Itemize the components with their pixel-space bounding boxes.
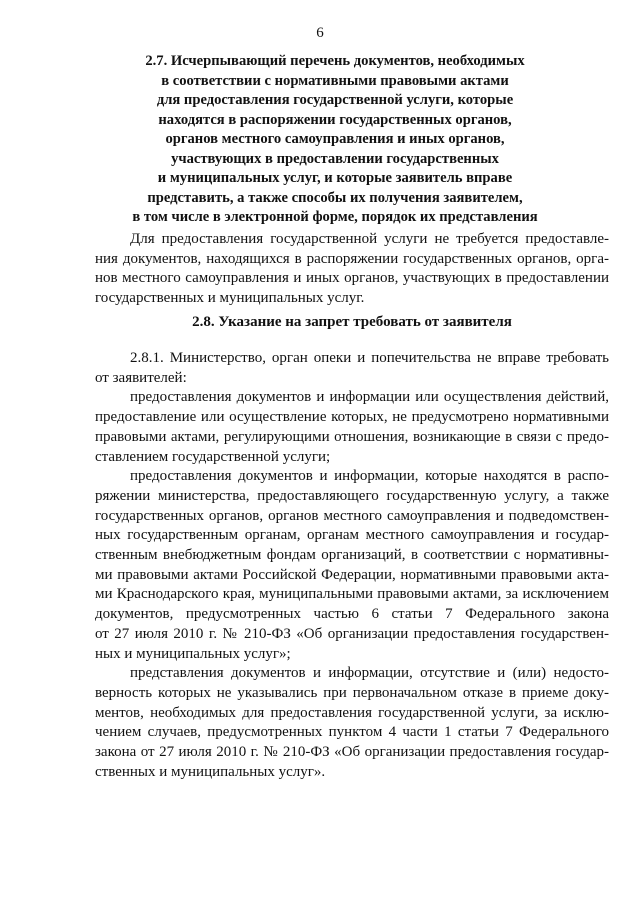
text-line: представления документов и информации, отсутствие и (или) недосто- bbox=[130, 665, 609, 682]
text-line: предоставления документов и информации или осуществления действий, bbox=[130, 389, 609, 406]
text-line: ми Краснодарского края, муниципальными правовыми актами, за исключением bbox=[95, 586, 609, 603]
section-2-7-paragraph bbox=[95, 230, 609, 309]
heading-line: для предоставления государственной услуги, которые bbox=[156, 92, 514, 108]
heading-line: участвующих в предоставлении государственных bbox=[171, 150, 499, 167]
text-line: документов, предусмотренных частью 6 статьи 7 Федерального закона bbox=[95, 606, 609, 623]
text-line: закона от 27 июля 2010 г. № 210-ФЗ «Об организации предоставления госудаp- bbox=[95, 744, 609, 761]
section-2-8-heading: 2.8. Указание на запрет требовать от заявителя bbox=[192, 314, 512, 330]
heading-line: находятся в распоряжении государственных органов, bbox=[158, 111, 512, 128]
text-line: государственных органов, органов местного самоуправления и подведомствен- bbox=[95, 507, 609, 524]
text-line: Для предоставления государственной услуги не требуется предоставле- bbox=[130, 231, 609, 247]
heading-line: 2.7. Исчерпывающий перечень документов, необходимых bbox=[145, 53, 525, 69]
text-line: ряжении министерства, предоставляющего государственную услугу, а также bbox=[95, 487, 609, 504]
text-line: ных государственным органам, органам местного самоуправления и государ- bbox=[95, 527, 609, 544]
page-number: 6 bbox=[316, 25, 324, 41]
text-line: ственным внебюджетным фондам организаций, в соответствии с нормативны- bbox=[95, 547, 609, 564]
text-line: чением случаев, предусмотренных пунктом 4 части 1 статьи 7 Федерального bbox=[95, 724, 609, 741]
heading-line: и муниципальных услуг, и которые заявитель вправе bbox=[157, 170, 513, 186]
text-line: 2.8.1. Министерство, орган опеки и попечительства не вправе требовать bbox=[130, 350, 609, 366]
text-line: предоставления документов и информации, которые находятся в распо- bbox=[130, 468, 609, 485]
section-2-8-body bbox=[95, 349, 609, 782]
text-line: ственных и муниципальных услуг». bbox=[95, 763, 326, 780]
text-line: ми правовыми актами Российской Федерации, нормативными правовыми акта- bbox=[95, 566, 609, 583]
heading-line: представить, а также способы их получения заявителем, bbox=[147, 189, 523, 206]
heading-line: в том числе в электронной форме, порядок их представления bbox=[132, 209, 538, 225]
text-line: предоставление или осуществление которых, не предусмотрено нормативными bbox=[95, 409, 609, 426]
text-line: правовыми актами, регулирующими отношения, возникающие в связи с предо- bbox=[95, 428, 609, 445]
text-line: верность которых не указывались при первоначальном отказе в приеме доку- bbox=[95, 684, 609, 701]
section-2-7-heading bbox=[95, 52, 575, 228]
text-line: от 27 июля 2010 г. № 210-ФЗ «Об организации предоставления государствен- bbox=[95, 625, 609, 642]
text-line: от заявителей: bbox=[95, 369, 187, 386]
text-line: нов местного самоуправления и иных органов, участвующих в предоставлении bbox=[95, 270, 609, 287]
heading-line: в соответствии с нормативными правовыми актами bbox=[161, 72, 509, 89]
heading-line: органов местного самоуправления и иных органов, bbox=[165, 131, 505, 147]
text-line: ставлением государственной услуги; bbox=[95, 448, 331, 465]
text-line: ния документов, находящихся в распоряжении государственных органов, орга- bbox=[95, 250, 609, 267]
text-line: ных и муниципальных услуг»; bbox=[95, 645, 291, 662]
text-line: ментов, необходимых для предоставления государственной услуги, за исклю- bbox=[95, 704, 609, 721]
text-line: государственных и муниципальных услуг. bbox=[95, 290, 365, 307]
